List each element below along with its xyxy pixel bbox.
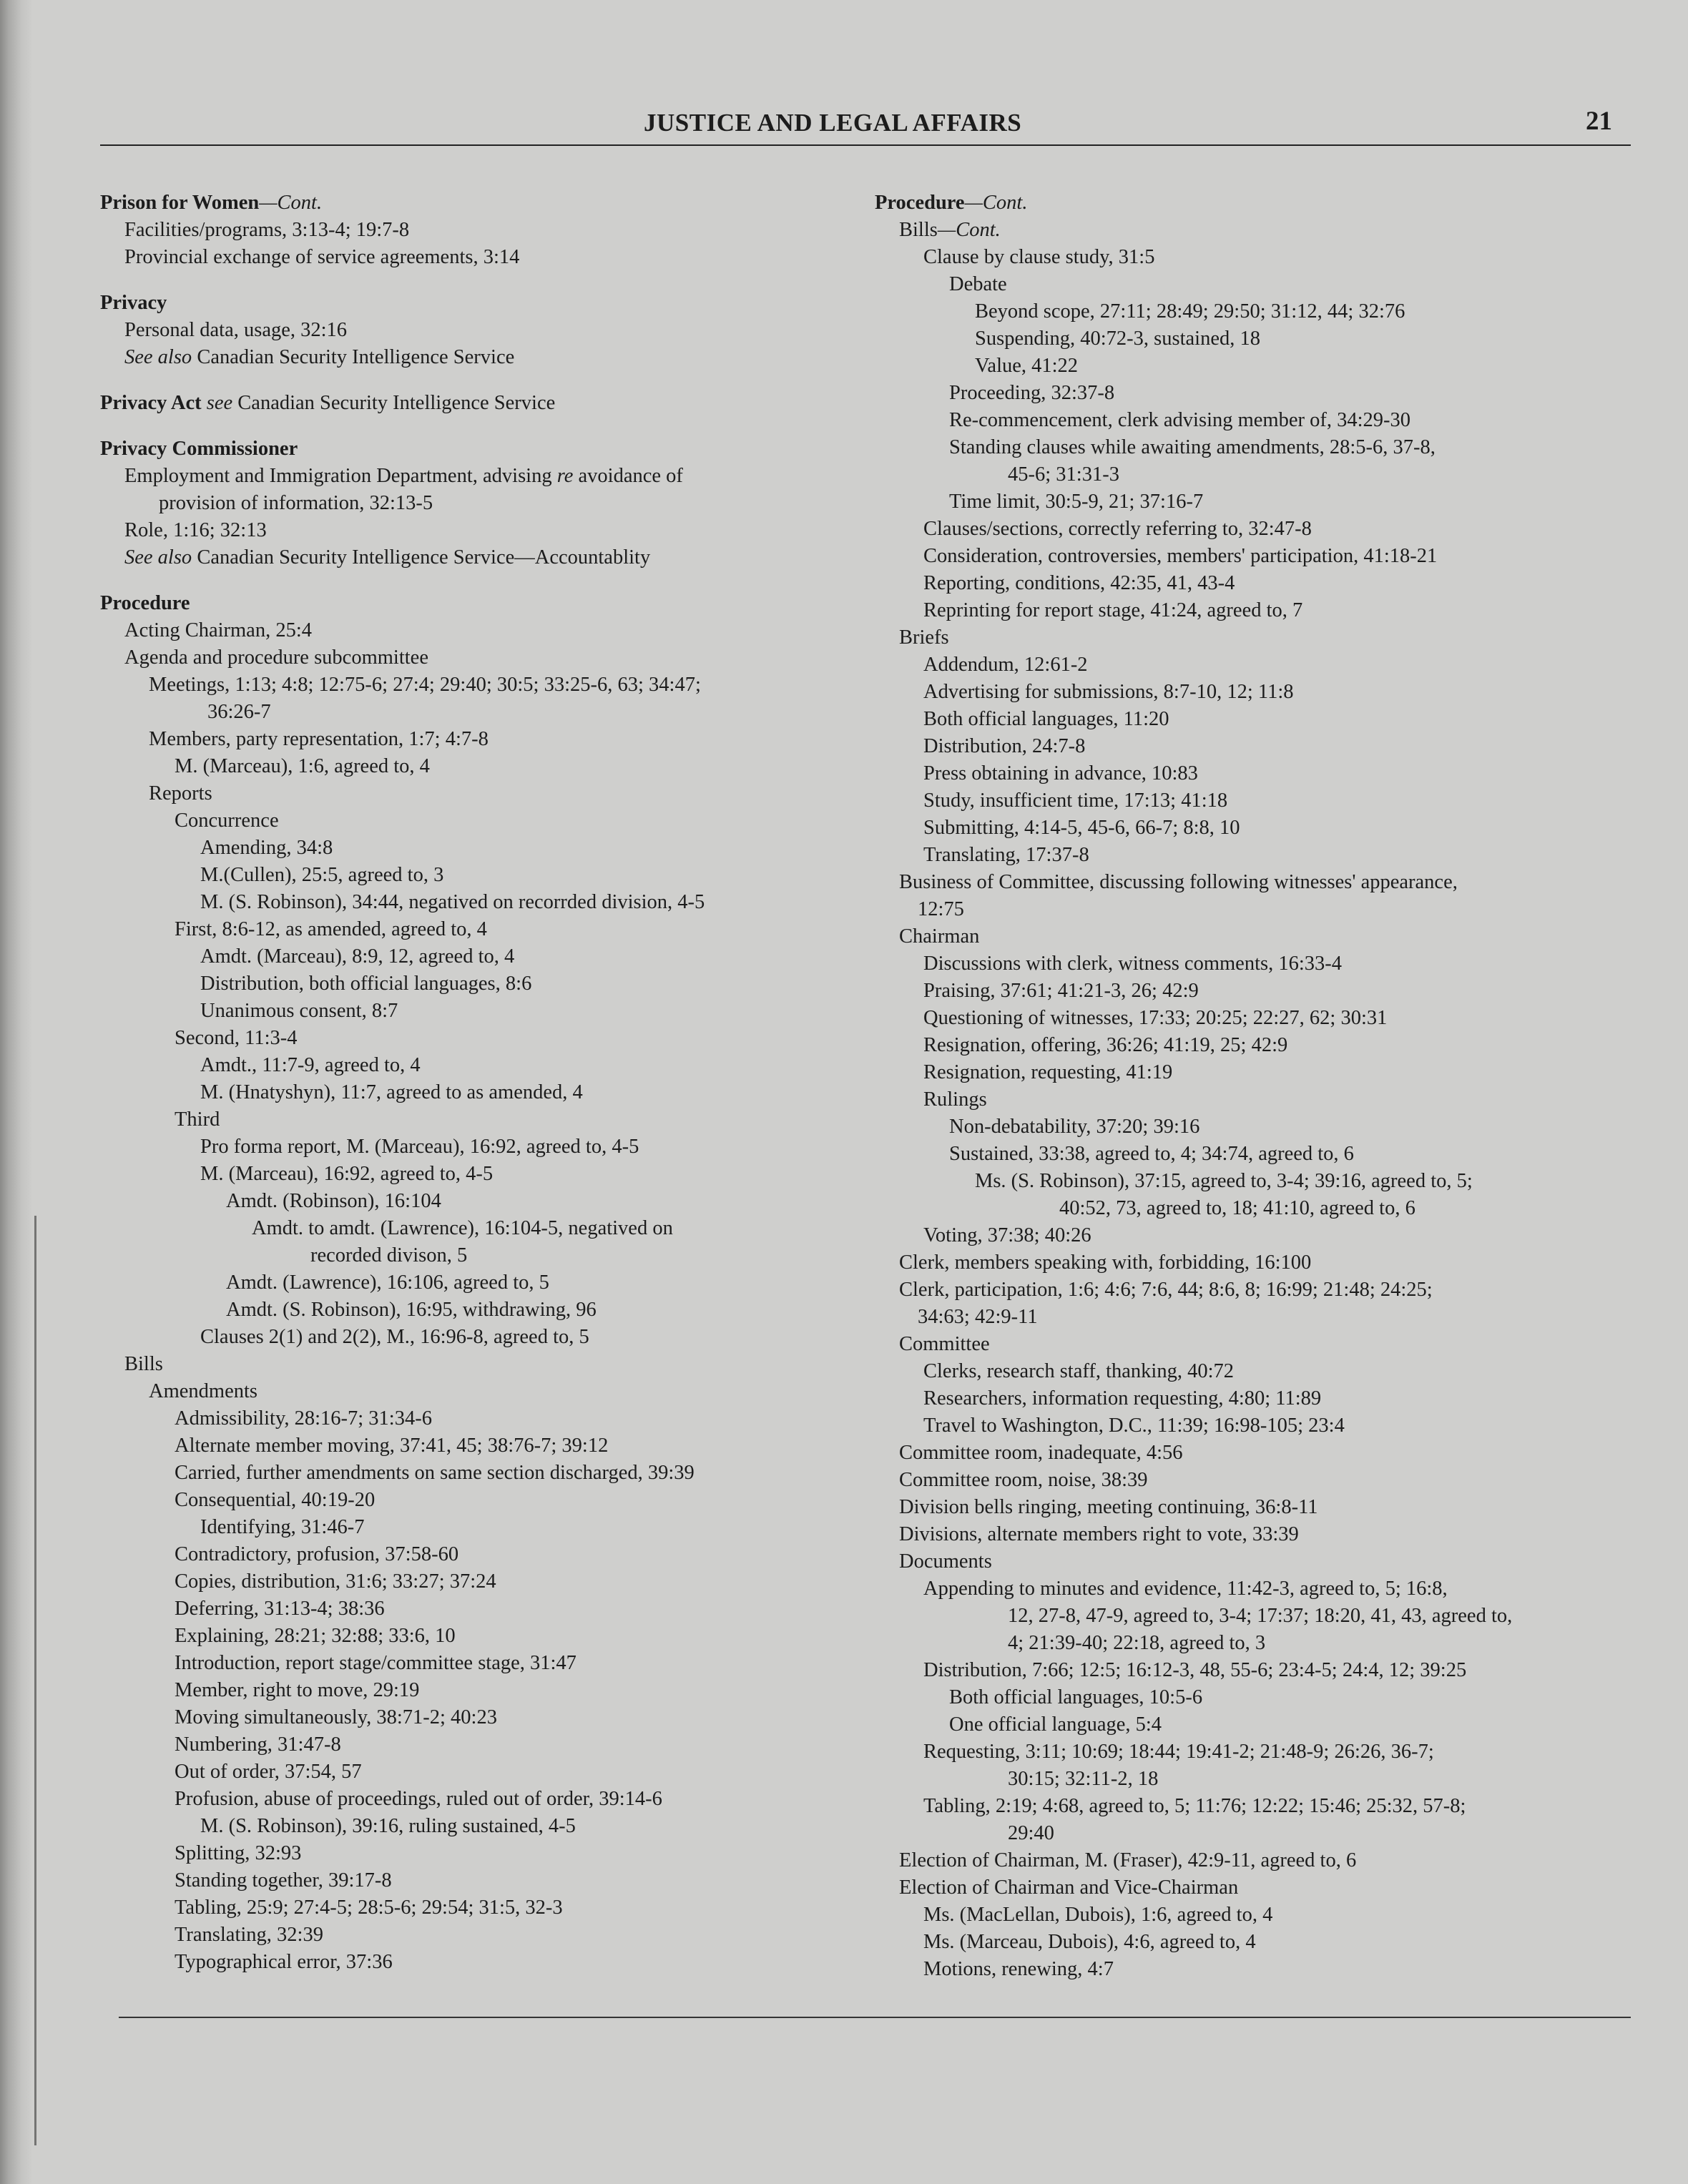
entry-text: Non-debatability, 37:20; 39:16 — [949, 1116, 1200, 1138]
entry-text: Addendum, 12:61-2 — [923, 654, 1088, 676]
entry-text: Re-commencement, clerk advising member of, 34:29-30 — [949, 409, 1411, 431]
index-entry — [875, 950, 1633, 978]
entry-text: 34:63; 42:9-11 — [918, 1306, 1038, 1328]
index-entry — [875, 679, 1633, 706]
entry-text: 12, 27-8, 47-9, agreed to, 3-4; 17:37; 18:20, 41, 43, agreed to, — [1008, 1605, 1513, 1627]
index-entry — [100, 1297, 887, 1324]
entry-text: Deferring, 31:13-4; 38:36 — [175, 1598, 385, 1620]
entry-text: Amdt. (Robinson), 16:104 — [226, 1190, 441, 1212]
header-rule — [100, 144, 1631, 146]
entry-text: Second, 11:3-4 — [175, 1027, 298, 1049]
index-entry — [875, 760, 1633, 787]
index-entry — [875, 1467, 1633, 1494]
index-entry — [875, 244, 1633, 271]
entry-text: Prison for Women — [100, 192, 260, 214]
index-entry — [100, 517, 887, 544]
index-entry — [100, 1922, 887, 1949]
entry-text: Acting Chairman, 25:4 — [124, 619, 312, 641]
index-entry — [875, 842, 1633, 869]
index-entry — [100, 699, 887, 726]
entry-text: Consideration, controversies, members' participation, 41:18-21 — [923, 545, 1438, 567]
page-number: 21 — [1586, 107, 1612, 136]
index-entry — [875, 624, 1633, 651]
index-entry — [875, 1738, 1633, 1766]
index-entry — [100, 1514, 887, 1541]
entry-text: Proceeding, 32:37-8 — [949, 382, 1115, 404]
entry-text: Bills — [124, 1353, 163, 1375]
index-entry — [100, 1269, 887, 1297]
entry-text: Unanimous consent, 8:7 — [200, 1000, 398, 1022]
index-entry — [875, 1440, 1633, 1467]
entry-text: Agenda and procedure subcommittee — [124, 646, 428, 669]
index-column-left — [100, 190, 887, 1976]
entry-text: Member, right to move, 29:19 — [175, 1679, 420, 1701]
entry-italic: re — [556, 465, 574, 487]
entry-text: Value, 41:22 — [975, 355, 1079, 377]
entry-text: Amdt. (Marceau), 8:9, 12, agreed to, 4 — [200, 945, 515, 968]
entry-text: Submitting, 4:14-5, 45-6, 66-7; 8:8, 10 — [923, 817, 1240, 839]
entry-text: Standing clauses while awaiting amendments, 28:5-6, 37-8, — [949, 436, 1436, 458]
entry-text: Voting, 37:38; 40:26 — [923, 1224, 1091, 1246]
entry-text: Praising, 37:61; 41:21-3, 26; 42:9 — [923, 980, 1199, 1002]
entry-text: Amending, 34:8 — [200, 837, 333, 859]
index-entry — [100, 780, 887, 807]
index-entry — [100, 1677, 887, 1704]
index-entry — [100, 1949, 887, 1976]
index-entry — [875, 1521, 1633, 1548]
entry-text: Press obtaining in advance, 10:83 — [923, 762, 1198, 784]
entry-text: Out of order, 37:54, 57 — [175, 1761, 362, 1783]
entry-text: Study, insufficient time, 17:13; 41:18 — [923, 790, 1228, 812]
entry-text: Procedure — [875, 192, 965, 214]
index-entry — [875, 869, 1633, 896]
index-entry — [100, 753, 887, 780]
see-also-label: See also — [124, 546, 192, 569]
entry-text: Advertising for submissions, 8:7-10, 12; 11:8 — [923, 681, 1294, 703]
index-entry — [100, 1324, 887, 1351]
entry-text: Both official languages, 11:20 — [923, 708, 1169, 730]
entry-italic: —Cont. — [964, 192, 1028, 214]
index-entry — [100, 835, 887, 862]
index-entry — [875, 190, 1633, 217]
index-entry — [875, 1331, 1633, 1358]
index-entry — [875, 1277, 1633, 1304]
index-entry — [100, 1487, 887, 1514]
index-entry — [875, 353, 1633, 380]
entry-text: Employment and Immigration Department, advising — [124, 465, 557, 487]
entry-text: Ms. (Marceau, Dubois), 4:6, agreed to, 4 — [923, 1931, 1256, 1953]
index-entry — [100, 1867, 887, 1894]
entry-text: Role, 1:16; 32:13 — [124, 519, 267, 541]
entry-text: Business of Committee, discussing following witnesses' appearance, — [899, 871, 1458, 893]
entry-text: Questioning of witnesses, 17:33; 20:25; 22:27, 62; 30:31 — [923, 1007, 1388, 1029]
entry-text: Canadian Security Intelligence Service — [192, 346, 515, 368]
entry-text: Clerks, research staff, thanking, 40:72 — [923, 1360, 1234, 1382]
index-entry — [100, 998, 887, 1025]
entry-text: Time limit, 30:5-9, 21; 37:16-7 — [949, 491, 1204, 513]
entry-text: Clauses/sections, correctly referring to, 32:47-8 — [923, 518, 1312, 540]
entry-text: Typographical error, 37:36 — [175, 1951, 393, 1973]
index-entry — [875, 1929, 1633, 1956]
entry-text: M. (S. Robinson), 34:44, negatived on recorrded division, 4-5 — [200, 891, 705, 913]
entry-text: Personal data, usage, 32:16 — [124, 319, 348, 341]
entry-text: 12:75 — [918, 898, 964, 920]
index-entry — [875, 1820, 1633, 1847]
index-entry — [100, 1623, 887, 1650]
index-entry — [100, 290, 887, 317]
index-entry — [875, 298, 1633, 325]
entry-text: Amdt. (S. Robinson), 16:95, withdrawing, 96 — [226, 1299, 597, 1321]
index-entry — [875, 1603, 1633, 1630]
entry-text: Briefs — [899, 626, 949, 649]
index-entry — [875, 1630, 1633, 1657]
entry-text: Committee room, inadequate, 4:56 — [899, 1442, 1183, 1464]
index-entry — [875, 1766, 1633, 1793]
entry-text: Division bells ringing, meeting continuing, 36:8-11 — [899, 1496, 1318, 1518]
entry-text: M. (Hnatyshyn), 11:7, agreed to as amended, 4 — [200, 1081, 583, 1103]
index-entry — [100, 862, 887, 889]
index-entry — [100, 344, 887, 371]
entry-text: Admissibility, 28:16-7; 31:34-6 — [175, 1407, 432, 1430]
index-entry — [875, 978, 1633, 1005]
index-entry — [875, 1059, 1633, 1086]
index-entry — [875, 896, 1633, 923]
index-entry — [875, 1494, 1633, 1521]
entry-text: Members, party representation, 1:7; 4:7-8 — [149, 728, 489, 750]
index-entry — [875, 1956, 1633, 1983]
entry-text: One official language, 5:4 — [949, 1713, 1162, 1736]
index-entry — [875, 488, 1633, 516]
entry-text: Clerk, participation, 1:6; 4:6; 7:6, 44; 8:6, 8; 16:99; 21:48; 24:25; — [899, 1279, 1433, 1301]
index-entry — [100, 1052, 887, 1079]
entry-text: Splitting, 32:93 — [175, 1842, 302, 1864]
index-entry — [100, 970, 887, 998]
entry-text: Resignation, offering, 36:26; 41:19, 25; 42:9 — [923, 1034, 1288, 1056]
entry-text: Pro forma report, M. (Marceau), 16:92, agreed to, 4-5 — [200, 1136, 639, 1158]
entry-text: Identifying, 31:46-7 — [200, 1516, 365, 1538]
entry-text: Rulings — [923, 1088, 987, 1111]
entry-text: M. (Marceau), 16:92, agreed to, 4-5 — [200, 1163, 494, 1185]
entry-tail: avoidance of — [573, 465, 683, 487]
entry-text: Amdt. (Lawrence), 16:106, agreed to, 5 — [226, 1271, 549, 1294]
index-entry — [875, 1086, 1633, 1113]
entry-text: Moving simultaneously, 38:71-2; 40:23 — [175, 1706, 497, 1728]
index-entry — [100, 1215, 887, 1242]
entry-text: Reporting, conditions, 42:35, 41, 43-4 — [923, 572, 1235, 594]
entry-text: Distribution, both official languages, 8:6 — [200, 973, 532, 995]
index-entry — [100, 190, 887, 217]
entry-text: provision of information, 32:13-5 — [159, 492, 433, 514]
index-entry — [875, 733, 1633, 760]
entry-text: Clause by clause study, 31:5 — [923, 246, 1155, 268]
entry-text: Privacy — [100, 292, 167, 314]
index-entry — [875, 1358, 1633, 1385]
running-header — [100, 106, 1631, 142]
index-entry — [875, 597, 1633, 624]
entry-text: Standing together, 39:17-8 — [175, 1869, 392, 1892]
index-entry — [875, 651, 1633, 679]
index-entry — [875, 1412, 1633, 1440]
index-entry — [100, 544, 887, 571]
entry-text: Clerk, members speaking with, forbidding, 16:100 — [899, 1251, 1312, 1274]
index-entry — [875, 1141, 1633, 1168]
entry-text: Requesting, 3:11; 10:69; 18:44; 19:41-2; 21:48-9; 26:26, 36-7; — [923, 1741, 1434, 1763]
index-entry — [100, 490, 887, 517]
entry-text: Suspending, 40:72-3, sustained, 18 — [975, 328, 1260, 350]
index-entry — [100, 1242, 887, 1269]
index-entry — [100, 726, 887, 753]
index-entry — [875, 380, 1633, 407]
entry-text: Chairman — [899, 925, 980, 948]
index-entry — [100, 244, 887, 271]
entry-text: Debate — [949, 273, 1007, 295]
index-entry — [100, 1840, 887, 1867]
index-entry — [100, 1704, 887, 1731]
entry-text: M.(Cullen), 25:5, agreed to, 3 — [200, 864, 444, 886]
entry-text: Profusion, abuse of proceedings, ruled out of order, 39:14-6 — [175, 1788, 662, 1810]
index-entry — [100, 1541, 887, 1568]
entry-text: M. (S. Robinson), 39:16, ruling sustained, 4-5 — [200, 1815, 576, 1837]
entry-text: Tabling, 2:19; 4:68, agreed to, 5; 11:76; 12:22; 15:46; 25:32, 57-8; — [923, 1795, 1466, 1817]
footer-rule — [119, 2017, 1631, 2018]
index-entry — [875, 434, 1633, 461]
index-entry — [100, 916, 887, 943]
entry-text: Concurrence — [175, 810, 279, 832]
index-entry — [100, 1568, 887, 1595]
entry-text: Researchers, information requesting, 4:80; 11:89 — [923, 1387, 1322, 1410]
index-entry — [875, 923, 1633, 950]
index-entry — [875, 1385, 1633, 1412]
binding-edge-line — [34, 1216, 36, 2145]
index-entry — [875, 1874, 1633, 1902]
index-entry — [100, 217, 887, 244]
entry-text: Third — [175, 1108, 220, 1131]
entry-text: Introduction, report stage/committee stage, 31:47 — [175, 1652, 576, 1674]
index-entry — [100, 889, 887, 916]
entry-tail: Canadian Security Intelligence Service — [232, 392, 556, 414]
index-column-right — [875, 190, 1633, 1983]
entry-text: Meetings, 1:13; 4:8; 12:75-6; 27:4; 29:40; 30:5; 33:25-6, 63; 34:47; — [149, 674, 701, 696]
entry-text: Copies, distribution, 31:6; 33:27; 37:24 — [175, 1570, 496, 1593]
index-entry — [875, 1847, 1633, 1874]
index-entry — [100, 1650, 887, 1677]
index-entry — [875, 217, 1633, 244]
index-entry — [875, 1304, 1633, 1331]
entry-text: Explaining, 28:21; 32:88; 33:6, 10 — [175, 1625, 456, 1647]
entry-text: Both official languages, 10:5-6 — [949, 1686, 1203, 1708]
index-entry — [875, 706, 1633, 733]
index-entry — [100, 390, 887, 417]
index-entry — [875, 1575, 1633, 1603]
index-entry — [875, 1195, 1633, 1222]
entry-text: Amdt. to amdt. (Lawrence), 16:104-5, negatived on — [252, 1217, 673, 1239]
entry-text: Translating, 17:37-8 — [923, 844, 1089, 866]
entry-text: Clauses 2(1) and 2(2), M., 16:96-8, agreed to, 5 — [200, 1326, 589, 1348]
entry-text: Travel to Washington, D.C., 11:39; 16:98-105; 23:4 — [923, 1415, 1345, 1437]
index-entry — [100, 1786, 887, 1813]
entry-text: Consequential, 40:19-20 — [175, 1489, 376, 1511]
index-entry — [875, 815, 1633, 842]
entry-text: Amdt., 11:7-9, agreed to, 4 — [200, 1054, 421, 1076]
index-entry — [100, 1378, 887, 1405]
index-entry — [100, 1460, 887, 1487]
entry-text: Provincial exchange of service agreements, 3:14 — [124, 246, 520, 268]
entry-text: Facilities/programs, 3:13-4; 19:7-8 — [124, 219, 410, 241]
index-entry — [875, 1005, 1633, 1032]
entry-text: Translating, 32:39 — [175, 1924, 323, 1946]
index-entry — [100, 943, 887, 970]
entry-text: 30:15; 32:11-2, 18 — [1008, 1768, 1159, 1790]
index-entry — [875, 1222, 1633, 1249]
index-entry — [875, 1793, 1633, 1820]
entry-text: Sustained, 33:38, agreed to, 4; 34:74, agreed to, 6 — [949, 1143, 1354, 1165]
index-entry — [875, 325, 1633, 353]
index-entry — [875, 543, 1633, 570]
index-entry — [875, 1032, 1633, 1059]
index-entry — [875, 1548, 1633, 1575]
index-entry — [100, 617, 887, 644]
entry-text: Numbering, 31:47-8 — [175, 1733, 341, 1756]
entry-italic: —Cont. — [937, 219, 1001, 241]
index-entry — [875, 1113, 1633, 1141]
entry-text: Committee — [899, 1333, 990, 1355]
entry-text: M. (Marceau), 1:6, agreed to, 4 — [175, 755, 430, 777]
index-entry — [100, 807, 887, 835]
index-entry — [100, 1133, 887, 1161]
index-entry — [875, 1711, 1633, 1738]
entry-text: Procedure — [100, 592, 190, 614]
index-entry — [100, 1758, 887, 1786]
entry-text: Reprinting for report stage, 41:24, agreed to, 7 — [923, 599, 1303, 621]
entry-text: Bills — [899, 219, 938, 241]
entry-text: 40:52, 73, agreed to, 18; 41:10, agreed to, 6 — [1059, 1197, 1415, 1219]
entry-text: First, 8:6-12, as amended, agreed to, 4 — [175, 918, 487, 940]
entry-text: Election of Chairman and Vice-Chairman — [899, 1876, 1239, 1899]
entry-text: Ms. (S. Robinson), 37:15, agreed to, 3-4; 39:16, agreed to, 5; — [975, 1170, 1473, 1192]
entry-text: Appending to minutes and evidence, 11:42-3, agreed to, 5; 16:8, — [923, 1578, 1448, 1600]
index-entry — [875, 271, 1633, 298]
entry-text: Canadian Security Intelligence Service—Accountablity — [192, 546, 651, 569]
index-entry — [100, 644, 887, 672]
entry-text: 4; 21:39-40; 22:18, agreed to, 3 — [1008, 1632, 1266, 1654]
entry-text: Documents — [899, 1550, 992, 1573]
entry-text: Committee room, noise, 38:39 — [899, 1469, 1148, 1491]
index-entry — [100, 1106, 887, 1133]
entry-text: recorded divison, 5 — [310, 1244, 468, 1266]
entry-text: Election of Chairman, M. (Fraser), 42:9-11, agreed to, 6 — [899, 1849, 1357, 1871]
entry-text: 29:40 — [1008, 1822, 1054, 1844]
entry-text: Contradictory, profusion, 37:58-60 — [175, 1543, 459, 1565]
index-entry — [875, 570, 1633, 597]
index-entry — [100, 1161, 887, 1188]
index-entry — [875, 787, 1633, 815]
entry-text: Reports — [149, 782, 212, 805]
entry-text: Alternate member moving, 37:41, 45; 38:76-7; 39:12 — [175, 1435, 609, 1457]
entry-text: Privacy Act — [100, 392, 202, 414]
entry-text: Beyond scope, 27:11; 28:49; 29:50; 31:12, 44; 32:76 — [975, 300, 1405, 323]
index-entry — [100, 317, 887, 344]
index-entry — [875, 1168, 1633, 1195]
entry-text: Privacy Commissioner — [100, 438, 298, 460]
index-entry — [875, 407, 1633, 434]
entry-text: 36:26-7 — [207, 701, 271, 723]
index-entry — [100, 1894, 887, 1922]
page-edge-shadow — [0, 0, 33, 2184]
entry-italic: —Cont. — [259, 192, 323, 214]
index-entry — [875, 1249, 1633, 1277]
entry-text: Motions, renewing, 4:7 — [923, 1958, 1114, 1980]
index-entry — [875, 516, 1633, 543]
index-entry — [100, 1351, 887, 1378]
index-entry — [875, 461, 1633, 488]
index-entry — [100, 1432, 887, 1460]
index-entry — [100, 1595, 887, 1623]
entry-text: Amendments — [149, 1380, 257, 1402]
index-entry — [100, 590, 887, 617]
index-entry — [875, 1902, 1633, 1929]
index-entry — [100, 1079, 887, 1106]
index-entry — [875, 1657, 1633, 1684]
see-also-label: See also — [124, 346, 192, 368]
index-entry — [100, 1813, 887, 1840]
index-entry — [100, 463, 887, 490]
entry-text: Carried, further amendments on same section discharged, 39:39 — [175, 1462, 695, 1484]
index-entry — [875, 1684, 1633, 1711]
entry-text: Tabling, 25:9; 27:4-5; 28:5-6; 29:54; 31:5, 32-3 — [175, 1897, 563, 1919]
entry-text: Ms. (MacLellan, Dubois), 1:6, agreed to, 4 — [923, 1904, 1273, 1926]
index-entry — [100, 436, 887, 463]
index-entry — [100, 1025, 887, 1052]
page-title: JUSTICE AND LEGAL AFFAIRS — [644, 109, 1022, 137]
entry-italic: see — [201, 392, 233, 414]
entry-text: Distribution, 24:7-8 — [923, 735, 1086, 757]
entry-text: 45-6; 31:31-3 — [1008, 463, 1119, 486]
entry-text: Discussions with clerk, witness comments, 16:33-4 — [923, 953, 1342, 975]
entry-text: Resignation, requesting, 41:19 — [923, 1061, 1173, 1083]
index-entry — [100, 1731, 887, 1758]
index-entry — [100, 672, 887, 699]
entry-text: Divisions, alternate members right to vote, 33:39 — [899, 1523, 1299, 1545]
index-entry — [100, 1405, 887, 1432]
entry-text: Distribution, 7:66; 12:5; 16:12-3, 48, 55-6; 23:4-5; 24:4, 12; 39:25 — [923, 1659, 1467, 1681]
index-entry — [100, 1188, 887, 1215]
